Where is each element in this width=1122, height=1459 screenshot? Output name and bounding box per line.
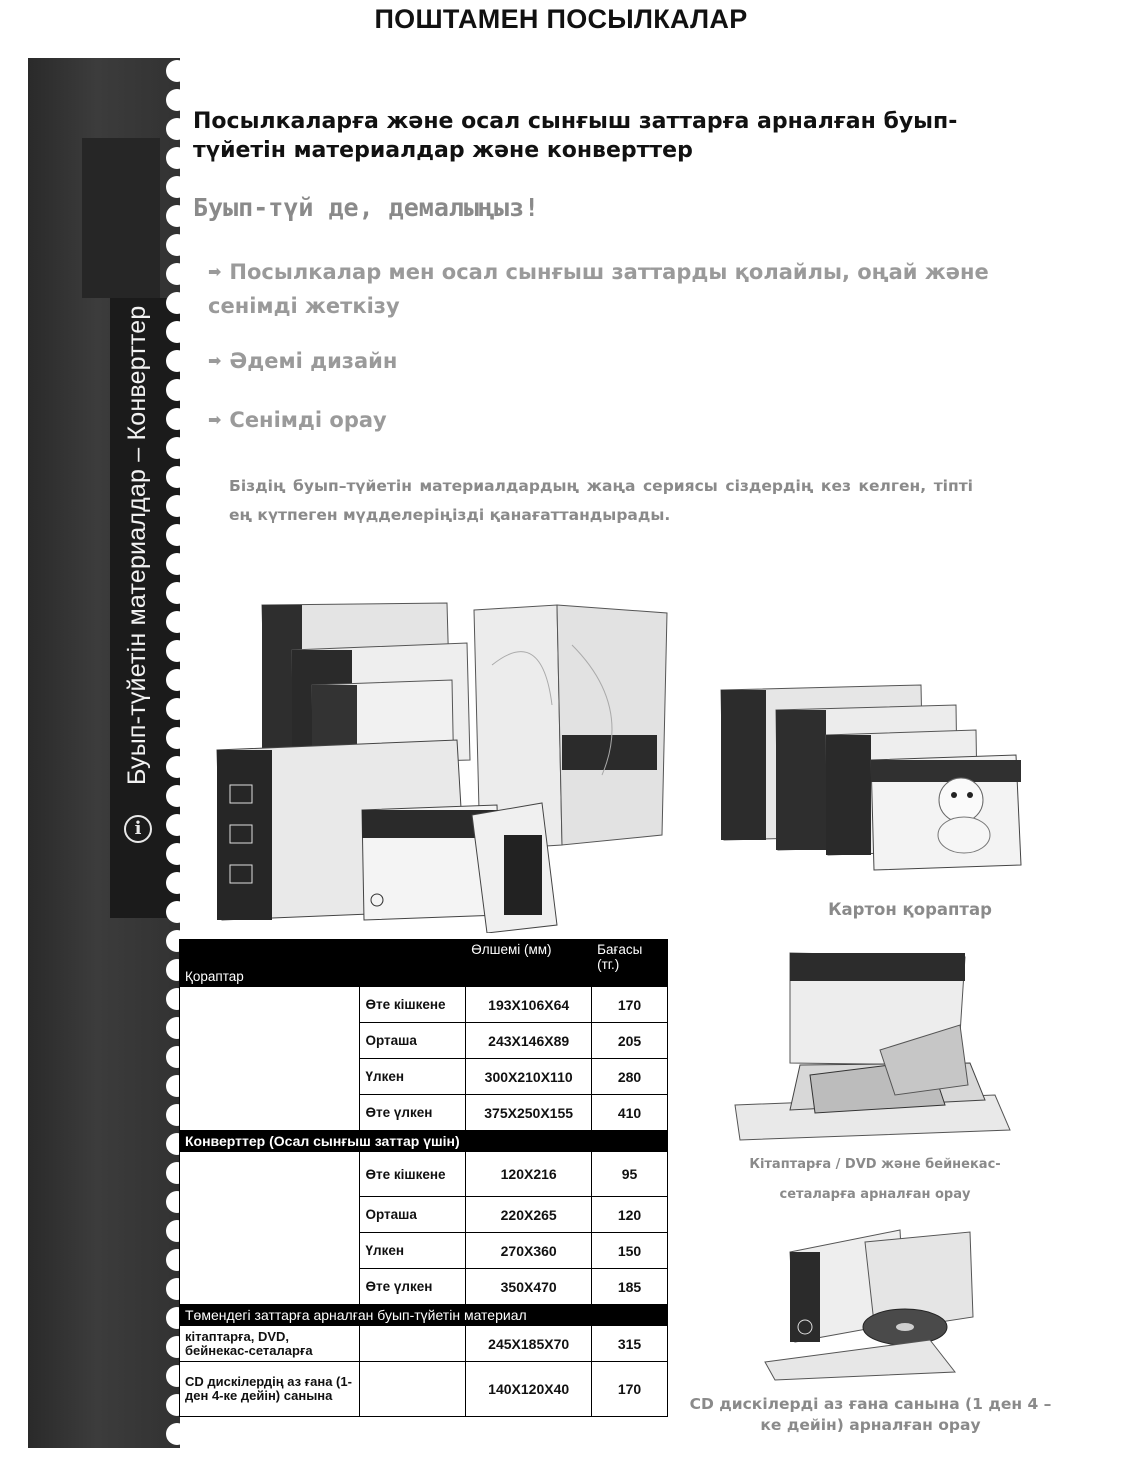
empty-cell <box>180 987 360 1131</box>
scallop <box>166 437 188 459</box>
scallop <box>166 466 188 488</box>
section-envelopes: Конверттер (Осал сынғыш заттар үшін) <box>180 1131 668 1152</box>
scallop <box>166 263 188 285</box>
intro-paragraph: Біздің буып–түйетін материалдардың жаңа сериясы сіздердің кез келген, тіпті ең күтпеген мүдделеріңізді қанағаттандырады. <box>229 477 973 524</box>
row-size: 270X360 <box>466 1233 592 1269</box>
caption-books-line2: сеталарға арналған орау <box>779 1187 971 1202</box>
caption-boxes: Картон қораптар <box>828 900 992 919</box>
table-row <box>180 1362 668 1417</box>
row-price: 280 <box>592 1059 668 1095</box>
header-category: Қораптар <box>180 940 466 987</box>
row-price: 120 <box>592 1197 668 1233</box>
row-name: CD дискілердің аз ғана (1-ден 4-ке дейін) санына <box>180 1362 360 1417</box>
scallop <box>166 640 188 662</box>
empty-cell <box>180 1152 360 1305</box>
row-size: 350X470 <box>466 1269 592 1305</box>
row-price: 170 <box>592 1362 668 1417</box>
arrow-icon: ➡ <box>208 351 222 370</box>
row-size: 120X216 <box>466 1152 592 1197</box>
table-header-row <box>180 940 668 987</box>
scallop <box>166 292 188 314</box>
scallop <box>166 785 188 807</box>
row-name: Үлкен <box>360 1059 466 1095</box>
price-table <box>179 939 668 1417</box>
scallop <box>166 495 188 517</box>
arrow-icon: ➡ <box>208 262 222 281</box>
side-label: Буып-түйетін материалдар – Конверттер <box>123 305 151 785</box>
scallop <box>166 234 188 256</box>
scallop <box>166 756 188 778</box>
row-name: Өте кішкене <box>360 987 466 1023</box>
caption-books-line1: Кітаптарға / DVD және бейнекас- <box>749 1157 1001 1172</box>
scallop <box>166 89 188 111</box>
scallop <box>166 843 188 865</box>
row-price: 410 <box>592 1095 668 1131</box>
scallop <box>166 524 188 546</box>
row-price: 185 <box>592 1269 668 1305</box>
row-name: кітаптарға, DVD, бейнекас-сеталарға <box>180 1326 360 1362</box>
row-size: 375X250X155 <box>466 1095 592 1131</box>
page-title: ПОШТАМЕН ПОСЫЛКАЛАР <box>374 4 748 34</box>
scallop <box>166 118 188 140</box>
scallop <box>166 872 188 894</box>
scallop <box>166 901 188 923</box>
table-row <box>180 1326 668 1362</box>
row-price: 95 <box>592 1152 668 1197</box>
scallop <box>166 669 188 691</box>
info-icon: i <box>124 815 152 843</box>
row-name: Өте үлкен <box>360 1269 466 1305</box>
row-size: 140X120X40 <box>466 1362 592 1417</box>
scallop <box>166 698 188 720</box>
bullet-item: ➡ Әдемі дизайн <box>208 349 398 373</box>
scallop <box>166 176 188 198</box>
row-size: 245X185X70 <box>466 1326 592 1362</box>
row-price: 205 <box>592 1023 668 1059</box>
row-size: 300X210X110 <box>466 1059 592 1095</box>
scallop <box>166 379 188 401</box>
side-strip <box>28 58 180 1448</box>
row-price: 150 <box>592 1233 668 1269</box>
row-name: Өте үлкен <box>360 1095 466 1131</box>
header-price: Бағасы (тг.) <box>592 940 668 987</box>
row-name: Орташа <box>360 1023 466 1059</box>
row-name: Орташа <box>360 1197 466 1233</box>
table-row <box>180 987 668 1023</box>
boxes-group-photo <box>212 585 674 933</box>
scallop <box>166 727 188 749</box>
scallop <box>166 147 188 169</box>
scallop <box>166 350 188 372</box>
slogan: Буып-түй де, демалыңыз! <box>193 193 540 222</box>
row-name: Үлкен <box>360 1233 466 1269</box>
empty-cell <box>360 1362 466 1417</box>
row-size: 243X146X89 <box>466 1023 592 1059</box>
cd-packaging-photo <box>755 1222 985 1382</box>
row-size: 220X265 <box>466 1197 592 1233</box>
scallop <box>166 205 188 227</box>
row-price: 315 <box>592 1326 668 1362</box>
section-row <box>180 1131 668 1152</box>
empty-cell <box>360 1326 466 1362</box>
section-packaging: Төмендегі заттарға арналған буып-түйетін материал <box>180 1305 668 1326</box>
scallop <box>166 553 188 575</box>
table-row <box>180 1152 668 1197</box>
bullet-item: ➡ Сенімді орау <box>208 408 387 432</box>
scallop <box>166 321 188 343</box>
caption-cd: CD дискілерді аз ғана санына (1 ден 4 – ке дейін) арналған орау <box>689 1395 1052 1434</box>
book-packaging-photo <box>730 945 1015 1145</box>
row-size: 193X106X64 <box>466 987 592 1023</box>
scallop <box>166 814 188 836</box>
row-name: Өте кішкене <box>360 1152 466 1197</box>
scallop <box>166 1423 188 1445</box>
row-price: 170 <box>592 987 668 1023</box>
arrow-icon: ➡ <box>208 410 222 429</box>
header-size: Өлшемі (мм) <box>466 940 592 987</box>
scallop <box>166 408 188 430</box>
cardboard-boxes-photo <box>716 665 1030 873</box>
bullet-item: ➡ Посылкалар мен осал сынғыш заттарды қолайлы, оңай және сенімді жеткізу <box>208 260 989 318</box>
scallop <box>166 611 188 633</box>
main-heading: Посылкаларға және осал сынғыш заттарға арналған буып-түйетін материалдар және конверттер <box>193 109 958 163</box>
scallop <box>166 60 188 82</box>
section-row <box>180 1305 668 1326</box>
scallop <box>166 582 188 604</box>
